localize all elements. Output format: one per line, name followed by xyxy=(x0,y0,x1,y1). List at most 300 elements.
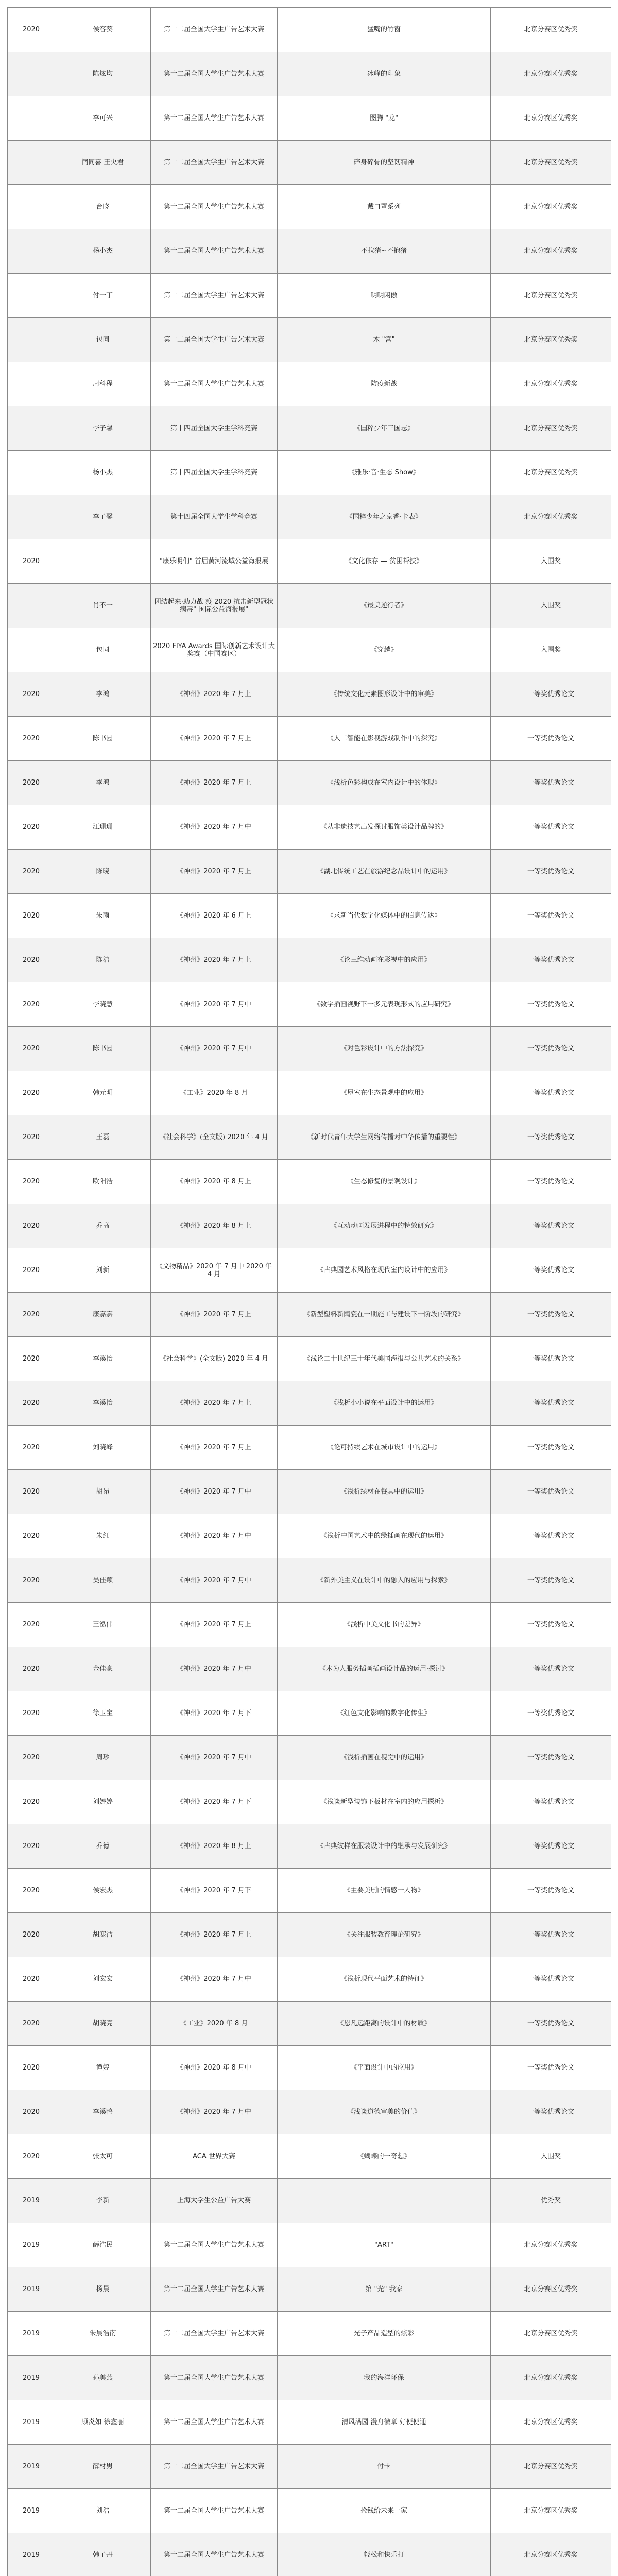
work-cell: 付卡 xyxy=(278,2445,491,2489)
name-cell: 包同 xyxy=(55,628,151,672)
competition-cell: 《神州》2020 年 7 月上 xyxy=(151,761,278,805)
year-cell: 2019 xyxy=(8,2489,55,2533)
result-cell: 一等奖优秀论文 xyxy=(491,982,611,1027)
competition-cell: 《神州》2020 年 7 月上 xyxy=(151,938,278,982)
year-cell: 2020 xyxy=(8,1957,55,2002)
table-row xyxy=(8,318,611,362)
work-cell: 不拉猪~不抱猪 xyxy=(278,229,491,274)
name-cell: 刘浩 xyxy=(55,2489,151,2533)
work-cell: 《国粹少年三国志》 xyxy=(278,406,491,451)
result-cell: 一等奖优秀论文 xyxy=(491,1514,611,1558)
result-cell: 一等奖优秀论文 xyxy=(491,1780,611,1824)
result-cell: 一等奖优秀论文 xyxy=(491,850,611,894)
competition-cell: 第十二届全国大学生广告艺术大赛 xyxy=(151,2533,278,2576)
result-cell: 一等奖优秀论文 xyxy=(491,1204,611,1248)
year-cell: 2020 xyxy=(8,982,55,1027)
work-cell: 《主要美剧的情感一人物》 xyxy=(278,1869,491,1913)
work-cell: 《浅析绿材在餐具中的运用》 xyxy=(278,1470,491,1514)
work-cell: 《浅析插画在视觉中的运用》 xyxy=(278,1736,491,1780)
competition-cell: 第十二届全国大学生广告艺术大赛 xyxy=(151,52,278,96)
name-cell: 陈晓 xyxy=(55,850,151,894)
table-row xyxy=(8,1470,611,1514)
work-cell: 《古典园艺术风格在现代室内设计中的应用》 xyxy=(278,1248,491,1293)
year-cell xyxy=(8,229,55,274)
year-cell xyxy=(8,52,55,96)
result-cell: 一等奖优秀论文 xyxy=(491,1293,611,1337)
result-cell: 北京分赛区优秀奖 xyxy=(491,96,611,141)
work-cell: 《浅析色彩构成在室内设计中的体现》 xyxy=(278,761,491,805)
table-row xyxy=(8,672,611,717)
year-cell: 2020 xyxy=(8,1071,55,1115)
result-cell: 一等奖优秀论文 xyxy=(491,1027,611,1071)
year-cell: 2020 xyxy=(8,1381,55,1426)
year-cell: 2019 xyxy=(8,2356,55,2400)
competition-cell: 《神州》2020 年 7 月中 xyxy=(151,1647,278,1691)
competition-cell: 第十四届全国大学生学科竞赛 xyxy=(151,495,278,539)
result-cell: 北京分赛区优秀奖 xyxy=(491,495,611,539)
table-row xyxy=(8,850,611,894)
name-cell: 李子馨 xyxy=(55,495,151,539)
competition-cell: 《神州》2020 年 7 月中 xyxy=(151,1470,278,1514)
work-cell: 《论可持续艺术在城市设计中的运用》 xyxy=(278,1426,491,1470)
result-cell: 一等奖优秀论文 xyxy=(491,2046,611,2090)
year-cell xyxy=(8,141,55,185)
name-cell: 杨晨 xyxy=(55,2267,151,2312)
table-row xyxy=(8,1115,611,1160)
result-cell: 北京分赛区优秀奖 xyxy=(491,2312,611,2356)
result-cell: 一等奖优秀论文 xyxy=(491,1381,611,1426)
name-cell: 朱雨 xyxy=(55,894,151,938)
work-cell: 戴口罩系列 xyxy=(278,185,491,229)
year-cell: 2020 xyxy=(8,894,55,938)
result-cell: 一等奖优秀论文 xyxy=(491,2090,611,2134)
competition-cell: 第十二届全国大学生广告艺术大赛 xyxy=(151,318,278,362)
competition-cell: 《神州》2020 年 7 月中 xyxy=(151,982,278,1027)
work-cell: "ART" xyxy=(278,2223,491,2267)
competition-cell: 《神州》2020 年 7 月中 xyxy=(151,1027,278,1071)
work-cell: 《论三维动画在影视中的应用》 xyxy=(278,938,491,982)
table-row xyxy=(8,2090,611,2134)
table-row xyxy=(8,2312,611,2356)
competition-cell: 第十二届全国大学生广告艺术大赛 xyxy=(151,141,278,185)
work-cell: 防疫新战 xyxy=(278,362,491,406)
result-cell: 北京分赛区优秀奖 xyxy=(491,2356,611,2400)
competition-cell: 第十二届全国大学生广告艺术大赛 xyxy=(151,185,278,229)
competition-cell: 第十四届全国大学生学科竞赛 xyxy=(151,406,278,451)
competition-cell: 《工业》2020 年 8 月 xyxy=(151,2002,278,2046)
year-cell: 2020 xyxy=(8,1337,55,1381)
year-cell xyxy=(8,406,55,451)
year-cell: 2020 xyxy=(8,1736,55,1780)
table-row xyxy=(8,805,611,850)
table-row xyxy=(8,1027,611,1071)
competition-cell: 第十二届全国大学生广告艺术大赛 xyxy=(151,2223,278,2267)
year-cell: 2020 xyxy=(8,539,55,584)
result-cell: 北京分赛区优秀奖 xyxy=(491,229,611,274)
competition-cell: 《神州》2020 年 7 月中 xyxy=(151,805,278,850)
result-cell: 优秀奖 xyxy=(491,2179,611,2223)
competition-cell: 第十二届全国大学生广告艺术大赛 xyxy=(151,274,278,318)
competition-cell: 《神州》2020 年 8 月上 xyxy=(151,1824,278,1869)
name-cell: 康嘉嘉 xyxy=(55,1293,151,1337)
year-cell: 2020 xyxy=(8,938,55,982)
table-row xyxy=(8,185,611,229)
name-cell: 李溪鸭 xyxy=(55,2090,151,2134)
name-cell: 孙美燕 xyxy=(55,2356,151,2400)
name-cell: 李溪怡 xyxy=(55,1381,151,1426)
work-cell: 《浅谈新型装饰下板材在室内的应用探析》 xyxy=(278,1780,491,1824)
result-cell: 一等奖优秀论文 xyxy=(491,1736,611,1780)
work-cell: 碎身碎骨的坚韧精神 xyxy=(278,141,491,185)
name-cell: 刘宏宏 xyxy=(55,1957,151,2002)
table-row xyxy=(8,982,611,1027)
table-row xyxy=(8,717,611,761)
name-cell xyxy=(55,539,151,584)
result-cell: 一等奖优秀论文 xyxy=(491,1071,611,1115)
table-row xyxy=(8,938,611,982)
result-cell: 入围奖 xyxy=(491,2134,611,2179)
work-cell: 《雅乐·音·生态 Show》 xyxy=(278,451,491,495)
result-cell: 一等奖优秀论文 xyxy=(491,1115,611,1160)
table-row xyxy=(8,8,611,52)
table-row xyxy=(8,761,611,805)
name-cell: 顾炎如 徐鑫丽 xyxy=(55,2400,151,2445)
work-cell: 明明闲傲 xyxy=(278,274,491,318)
work-cell: 《生态修复的景观设计》 xyxy=(278,1160,491,1204)
work-cell: 《文化依存 — 贫困帮扶》 xyxy=(278,539,491,584)
work-cell: 《关注服装教育理论研究》 xyxy=(278,1913,491,1957)
competition-cell: 《神州》2020 年 7 月上 xyxy=(151,1293,278,1337)
year-cell: 2020 xyxy=(8,8,55,52)
name-cell: 王磊 xyxy=(55,1115,151,1160)
result-cell: 一等奖优秀论文 xyxy=(491,1603,611,1647)
work-cell: 《国粹少年之京香·卡表》 xyxy=(278,495,491,539)
result-cell: 北京分赛区优秀奖 xyxy=(491,8,611,52)
name-cell: 胡晓亮 xyxy=(55,2002,151,2046)
table-row xyxy=(8,1248,611,1293)
table-row xyxy=(8,2445,611,2489)
result-cell: 一等奖优秀论文 xyxy=(491,1647,611,1691)
table-row xyxy=(8,1603,611,1647)
result-cell: 北京分赛区优秀奖 xyxy=(491,274,611,318)
result-cell: 一等奖优秀论文 xyxy=(491,672,611,717)
table-row xyxy=(8,2046,611,2090)
name-cell: 胡寒洁 xyxy=(55,1913,151,1957)
year-cell: 2020 xyxy=(8,1514,55,1558)
work-cell: 图腾 "龙" xyxy=(278,96,491,141)
name-cell: 谭婷 xyxy=(55,2046,151,2090)
work-cell: 《人工智能在影视游戏制作中的探究》 xyxy=(278,717,491,761)
work-cell xyxy=(278,2179,491,2223)
year-cell: 2020 xyxy=(8,2134,55,2179)
result-cell: 一等奖优秀论文 xyxy=(491,1957,611,2002)
work-cell: 《浅析小小说在平面设计中的运用》 xyxy=(278,1381,491,1426)
result-cell: 入围奖 xyxy=(491,584,611,628)
result-cell: 北京分赛区优秀奖 xyxy=(491,362,611,406)
competition-cell: 第十二届全国大学生广告艺术大赛 xyxy=(151,229,278,274)
work-cell: 《屋室在生态景观中的应用》 xyxy=(278,1071,491,1115)
name-cell: 李鸿 xyxy=(55,761,151,805)
result-cell: 北京分赛区优秀奖 xyxy=(491,2400,611,2445)
result-cell: 北京分赛区优秀奖 xyxy=(491,2445,611,2489)
name-cell: 乔德 xyxy=(55,1824,151,1869)
result-cell: 北京分赛区优秀奖 xyxy=(491,451,611,495)
competition-cell: 《神州》2020 年 7 月上 xyxy=(151,850,278,894)
year-cell xyxy=(8,584,55,628)
work-cell: 清风满园 漫舟徽章 好便便通 xyxy=(278,2400,491,2445)
name-cell: 李可兴 xyxy=(55,96,151,141)
name-cell: 李溪怡 xyxy=(55,1337,151,1381)
work-cell: 《对色彩设计中的方法探究》 xyxy=(278,1027,491,1071)
table-row xyxy=(8,1204,611,1248)
table-row xyxy=(8,229,611,274)
competition-cell: 《神州》2020 年 7 月上 xyxy=(151,1426,278,1470)
result-cell: 一等奖优秀论文 xyxy=(491,805,611,850)
name-cell: 金佳豪 xyxy=(55,1647,151,1691)
work-cell: 光子产品造型的炫彩 xyxy=(278,2312,491,2356)
work-cell: 轻松和快乐打 xyxy=(278,2533,491,2576)
work-cell: 《传统文化元素图形设计中的审美》 xyxy=(278,672,491,717)
table-row xyxy=(8,1558,611,1603)
competition-cell: 第十二届全国大学生广告艺术大赛 xyxy=(151,2445,278,2489)
competition-cell: 第十二届全国大学生广告艺术大赛 xyxy=(151,2356,278,2400)
name-cell: 台晓 xyxy=(55,185,151,229)
competition-cell: "康乐明们" 首届黄河流域公益海报展 xyxy=(151,539,278,584)
year-cell xyxy=(8,96,55,141)
competition-cell: 《文物精品》2020 年 7 月中 2020 年 4 月 xyxy=(151,1248,278,1293)
result-cell: 一等奖优秀论文 xyxy=(491,1470,611,1514)
table-row xyxy=(8,52,611,96)
name-cell: 包同 xyxy=(55,318,151,362)
name-cell: 刘晓峰 xyxy=(55,1426,151,1470)
table-row xyxy=(8,539,611,584)
competition-cell: 《神州》2020 年 6 月上 xyxy=(151,894,278,938)
table-row xyxy=(8,495,611,539)
name-cell: 韩元明 xyxy=(55,1071,151,1115)
year-cell: 2020 xyxy=(8,1027,55,1071)
name-cell: 李鸿 xyxy=(55,672,151,717)
competition-cell: 《神州》2020 年 7 月下 xyxy=(151,1869,278,1913)
year-cell: 2020 xyxy=(8,1558,55,1603)
work-cell: 《木为人服务插画插画设计品的运用·探讨》 xyxy=(278,1647,491,1691)
table-row xyxy=(8,1514,611,1558)
name-cell: 朱晨浩南 xyxy=(55,2312,151,2356)
table-row xyxy=(8,1647,611,1691)
year-cell: 2020 xyxy=(8,1426,55,1470)
competition-cell: 第十二届全国大学生广告艺术大赛 xyxy=(151,96,278,141)
work-cell: 捡钱给未来一家 xyxy=(278,2489,491,2533)
table-row xyxy=(8,2134,611,2179)
work-cell: 《湖北传统工艺在旅游纪念品设计中的运用》 xyxy=(278,850,491,894)
name-cell: 李新 xyxy=(55,2179,151,2223)
competition-cell: 第十二届全国大学生广告艺术大赛 xyxy=(151,2489,278,2533)
year-cell: 2020 xyxy=(8,717,55,761)
competition-cell: 《神州》2020 年 8 月上 xyxy=(151,1160,278,1204)
year-cell: 2020 xyxy=(8,1470,55,1514)
result-cell: 一等奖优秀论文 xyxy=(491,1248,611,1293)
competition-cell: 《社会科学》(全文版) 2020 年 4 月 xyxy=(151,1115,278,1160)
work-cell: 《最美逆行者》 xyxy=(278,584,491,628)
result-cell: 一等奖优秀论文 xyxy=(491,1558,611,1603)
year-cell: 2020 xyxy=(8,1913,55,1957)
year-cell: 2020 xyxy=(8,1824,55,1869)
table-row xyxy=(8,2267,611,2312)
competition-cell: 《神州》2020 年 7 月中 xyxy=(151,1957,278,2002)
table-row xyxy=(8,274,611,318)
competition-cell: 第十二届全国大学生广告艺术大赛 xyxy=(151,362,278,406)
table-row xyxy=(8,451,611,495)
table-row xyxy=(8,1957,611,2002)
table-row xyxy=(8,1736,611,1780)
work-cell: 《浅论二十世纪三十年代美国海报与公共艺术的关系》 xyxy=(278,1337,491,1381)
competition-cell: 《神州》2020 年 7 月上 xyxy=(151,1381,278,1426)
competition-cell: 《神州》2020 年 7 月中 xyxy=(151,1736,278,1780)
work-cell: 《求新当代数字化媒体中的信息传达》 xyxy=(278,894,491,938)
competition-cell: 《神州》2020 年 8 月中 xyxy=(151,2046,278,2090)
year-cell: 2020 xyxy=(8,1248,55,1293)
work-cell: 《从非遗技艺出发探讨服饰类设计品牌的》 xyxy=(278,805,491,850)
table-row xyxy=(8,894,611,938)
table-row xyxy=(8,1381,611,1426)
competition-cell: 《神州》2020 年 7 月中 xyxy=(151,1558,278,1603)
year-cell: 2019 xyxy=(8,2533,55,2576)
work-cell: 冰峰的印象 xyxy=(278,52,491,96)
table-row xyxy=(8,1071,611,1115)
name-cell: 刘新 xyxy=(55,1248,151,1293)
competition-cell: 《神州》2020 年 7 月下 xyxy=(151,1691,278,1736)
name-cell: 陈书园 xyxy=(55,717,151,761)
work-cell: 我的海洋环保 xyxy=(278,2356,491,2400)
competition-cell: 上海大学生公益广告大赛 xyxy=(151,2179,278,2223)
table-row xyxy=(8,1913,611,1957)
result-cell: 一等奖优秀论文 xyxy=(491,2002,611,2046)
work-cell: 《古典纹样在服装设计中的继承与发展研究》 xyxy=(278,1824,491,1869)
competition-cell: 第十四届全国大学生学科竞赛 xyxy=(151,451,278,495)
year-cell: 2019 xyxy=(8,2179,55,2223)
name-cell: 付一丁 xyxy=(55,274,151,318)
work-cell: 《新外美主义在设计中的融入的应用与探索》 xyxy=(278,1558,491,1603)
competition-cell: 《神州》2020 年 7 月中 xyxy=(151,1514,278,1558)
work-cell: 《红色文化影响的数字化传生》 xyxy=(278,1691,491,1736)
year-cell: 2019 xyxy=(8,2445,55,2489)
year-cell: 2020 xyxy=(8,2090,55,2134)
work-cell: 《蝴蝶的一奇想》 xyxy=(278,2134,491,2179)
name-cell: 李子馨 xyxy=(55,406,151,451)
result-cell: 一等奖优秀论文 xyxy=(491,1869,611,1913)
year-cell: 2020 xyxy=(8,672,55,717)
name-cell: 乔高 xyxy=(55,1204,151,1248)
result-cell: 北京分赛区优秀奖 xyxy=(491,185,611,229)
table-row xyxy=(8,2002,611,2046)
work-cell: 木 "宫" xyxy=(278,318,491,362)
year-cell: 2020 xyxy=(8,2002,55,2046)
work-cell: 《数字插画视野下一多元表现形式的应用研究》 xyxy=(278,982,491,1027)
name-cell: 陈炫均 xyxy=(55,52,151,96)
year-cell xyxy=(8,318,55,362)
year-cell: 2019 xyxy=(8,2267,55,2312)
year-cell: 2019 xyxy=(8,2223,55,2267)
competition-cell: 《神州》2020 年 7 月上 xyxy=(151,1913,278,1957)
name-cell: 陈洁 xyxy=(55,938,151,982)
year-cell: 2020 xyxy=(8,1603,55,1647)
result-cell: 入围奖 xyxy=(491,539,611,584)
table-row xyxy=(8,1869,611,1913)
competition-cell: 第十二届全国大学生广告艺术大赛 xyxy=(151,2400,278,2445)
year-cell: 2020 xyxy=(8,1115,55,1160)
work-cell: 《互动动画发展进程中的特效研究》 xyxy=(278,1204,491,1248)
result-cell: 北京分赛区优秀奖 xyxy=(491,2267,611,2312)
table-row xyxy=(8,2533,611,2576)
name-cell: 肖不一 xyxy=(55,584,151,628)
competition-cell: 《神州》2020 年 7 月上 xyxy=(151,672,278,717)
name-cell: 薛材男 xyxy=(55,2445,151,2489)
result-cell: 北京分赛区优秀奖 xyxy=(491,141,611,185)
name-cell: 刘婷婷 xyxy=(55,1780,151,1824)
name-cell: 朱红 xyxy=(55,1514,151,1558)
year-cell xyxy=(8,451,55,495)
awards-table-body xyxy=(8,8,611,2576)
year-cell xyxy=(8,362,55,406)
year-cell: 2020 xyxy=(8,1780,55,1824)
name-cell: 杨小杰 xyxy=(55,229,151,274)
year-cell: 2019 xyxy=(8,2312,55,2356)
awards-table xyxy=(7,7,611,2576)
name-cell: 江珊珊 xyxy=(55,805,151,850)
result-cell: 一等奖优秀论文 xyxy=(491,1426,611,1470)
result-cell: 北京分赛区优秀奖 xyxy=(491,2489,611,2533)
result-cell: 北京分赛区优秀奖 xyxy=(491,318,611,362)
name-cell: 闫同喜 王央君 xyxy=(55,141,151,185)
table-row xyxy=(8,141,611,185)
year-cell xyxy=(8,274,55,318)
competition-cell: 《社会科学》(全文版) 2020 年 4 月 xyxy=(151,1337,278,1381)
competition-cell: 2020 FIYA Awards 国际创新艺术设计大奖赛（中国赛区） xyxy=(151,628,278,672)
name-cell: 徐卫宝 xyxy=(55,1691,151,1736)
name-cell: 张太可 xyxy=(55,2134,151,2179)
work-cell: 《恩凡远距离的设计中的材质》 xyxy=(278,2002,491,2046)
name-cell: 韩子丹 xyxy=(55,2533,151,2576)
year-cell: 2020 xyxy=(8,1869,55,1913)
name-cell: 薛浩民 xyxy=(55,2223,151,2267)
table-row xyxy=(8,1691,611,1736)
name-cell: 周科程 xyxy=(55,362,151,406)
table-row xyxy=(8,1337,611,1381)
table-row xyxy=(8,1160,611,1204)
work-cell: 《新时代青年大学生网络传播对中华传播的重要性》 xyxy=(278,1115,491,1160)
table-row xyxy=(8,362,611,406)
competition-cell: 《神州》2020 年 7 月下 xyxy=(151,1780,278,1824)
competition-cell: 《神州》2020 年 7 月中 xyxy=(151,2090,278,2134)
work-cell: 《浅析现代平面艺术的特征》 xyxy=(278,1957,491,2002)
result-cell: 一等奖优秀论文 xyxy=(491,1913,611,1957)
table-row xyxy=(8,2179,611,2223)
year-cell: 2020 xyxy=(8,1293,55,1337)
table-row xyxy=(8,1426,611,1470)
competition-cell: 《工业》2020 年 8 月 xyxy=(151,1071,278,1115)
table-row xyxy=(8,2223,611,2267)
work-cell: 《浅谈道德审美的价值》 xyxy=(278,2090,491,2134)
year-cell: 2019 xyxy=(8,2400,55,2445)
name-cell: 杨小杰 xyxy=(55,451,151,495)
name-cell: 胡昂 xyxy=(55,1470,151,1514)
table-row xyxy=(8,2356,611,2400)
competition-cell: ACA 世界大赛 xyxy=(151,2134,278,2179)
work-cell: 《新型塑料新陶瓷在一期施工与建设下一阶段的研究》 xyxy=(278,1293,491,1337)
result-cell: 一等奖优秀论文 xyxy=(491,1691,611,1736)
table-row xyxy=(8,1293,611,1337)
work-cell: 《浅析中国艺术中的绿插画在现代的运用》 xyxy=(278,1514,491,1558)
table-row xyxy=(8,2400,611,2445)
